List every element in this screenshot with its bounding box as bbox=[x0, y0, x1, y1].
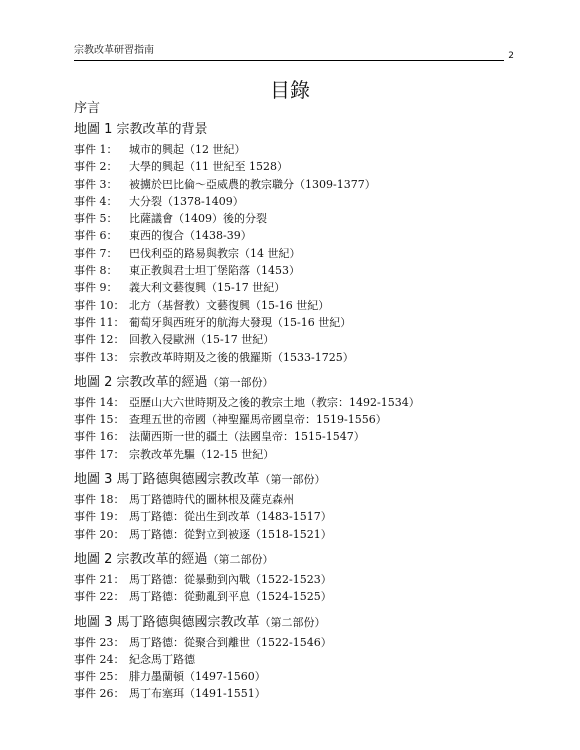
section-subtitle: （第二部份） bbox=[259, 615, 326, 629]
entry-text: 紀念馬丁路德 bbox=[129, 652, 195, 666]
entry-text: 馬丁路德時代的圖林根及薩克森州 bbox=[129, 493, 294, 507]
entry-label: 事件 6： bbox=[74, 229, 118, 243]
toc-entry bbox=[74, 526, 544, 543]
section-heading bbox=[74, 121, 544, 139]
entry-label: 事件 7： bbox=[74, 246, 118, 260]
entry-text: 東正教與君士坦丁堡陷落（1453） bbox=[129, 264, 300, 278]
page-title: 目錄 bbox=[270, 78, 310, 102]
toc-entry bbox=[74, 571, 544, 588]
entry-label: 事件 4： bbox=[74, 194, 118, 208]
entry-label: 事件 19： bbox=[74, 510, 125, 524]
toc-entry bbox=[74, 314, 544, 331]
toc-entry bbox=[74, 210, 544, 227]
running-title: 宗教改革研習指南 bbox=[74, 45, 154, 56]
header-rule bbox=[74, 60, 504, 61]
entry-text: 查理五世的帝國（神聖羅馬帝國皇帝：1519-1556） bbox=[129, 413, 387, 427]
entry-label: 事件 10： bbox=[74, 298, 125, 312]
entry-text: 馬丁路德：從暴動到內戰（1522-1523） bbox=[129, 572, 332, 586]
toc-section bbox=[74, 614, 544, 703]
table-of-contents bbox=[74, 100, 544, 703]
entry-label: 事件 26： bbox=[74, 687, 125, 701]
section-title: 地圖 1 宗教改革的背景 bbox=[74, 122, 208, 137]
preface-entry: 序言 bbox=[74, 101, 101, 116]
entry-text: 法蘭西斯一世的疆土（法國皇帝：1515-1547） bbox=[129, 430, 365, 444]
toc-entry bbox=[74, 446, 544, 463]
entry-text: 大學的興起（11 世紀至 1528） bbox=[129, 160, 288, 174]
page-number: 2 bbox=[508, 51, 514, 61]
entry-text: 馬丁路德：從出生到改革（1483-1517） bbox=[129, 510, 332, 524]
entry-text: 馬丁路德：從聚合到離世（1522-1546） bbox=[129, 635, 332, 649]
entry-label: 事件 8： bbox=[74, 264, 118, 278]
entry-text: 馬丁路德：從對立到被逐（1518-1521） bbox=[129, 527, 332, 541]
section-heading bbox=[74, 374, 544, 392]
entry-text: 葡萄牙與西班牙的航海大發現（15-16 世紀） bbox=[129, 315, 352, 329]
toc-entry bbox=[74, 193, 544, 210]
entry-label: 事件 23： bbox=[74, 635, 125, 649]
toc-entry bbox=[74, 297, 544, 314]
entry-label: 事件 5： bbox=[74, 212, 118, 226]
toc-section bbox=[74, 374, 544, 463]
entry-text: 城市的興起（12 世紀） bbox=[129, 143, 246, 156]
entry-text: 亞歷山大六世時期及之後的教宗土地（教宗：1492-1534） bbox=[129, 395, 420, 409]
entry-text: 比薩議會（1409）後的分裂 bbox=[129, 212, 267, 226]
toc-entry bbox=[74, 651, 544, 668]
entry-label: 事件 13： bbox=[74, 350, 125, 364]
toc-entry bbox=[74, 394, 544, 411]
entry-text: 東西的復合（1438-39） bbox=[129, 229, 252, 243]
toc-sections bbox=[74, 121, 544, 703]
running-header bbox=[74, 41, 514, 61]
entry-label: 事件 18： bbox=[74, 493, 125, 507]
entry-label: 事件 14： bbox=[74, 395, 125, 409]
toc-entry bbox=[74, 279, 544, 296]
toc-entry bbox=[74, 508, 544, 525]
section-subtitle: （第一部份） bbox=[259, 473, 326, 487]
section-heading bbox=[74, 471, 544, 489]
entry-text: 宗教改革先驅（12-15 世紀） bbox=[129, 447, 275, 461]
entry-text: 宗教改革時期及之後的俄羅斯（1533-1725） bbox=[129, 350, 354, 364]
section-title: 地圖 2 宗教改革的經過 bbox=[74, 374, 208, 390]
entry-label: 事件 3： bbox=[74, 177, 118, 191]
toc-entry bbox=[74, 491, 544, 508]
toc-entry bbox=[74, 331, 544, 348]
entry-label: 事件 11： bbox=[74, 315, 125, 329]
entry-label: 事件 21： bbox=[74, 572, 125, 586]
entry-text: 北方（基督教）文藝復興（15-16 世紀） bbox=[129, 298, 330, 312]
entry-label: 事件 15： bbox=[74, 413, 125, 427]
section-subtitle: （第二部份） bbox=[207, 552, 274, 566]
toc-entry bbox=[74, 411, 544, 428]
entry-text: 被擄於巴比倫～亞威農的教宗職分（1309-1377） bbox=[129, 177, 376, 191]
toc-entry bbox=[74, 634, 544, 651]
section-heading bbox=[74, 551, 544, 569]
toc-entry bbox=[74, 685, 544, 702]
entry-text: 馬丁布塞珥（1491-1551） bbox=[129, 687, 266, 701]
entry-label: 事件 12： bbox=[74, 333, 125, 347]
entry-label: 事件 1： bbox=[74, 143, 118, 156]
section-title: 地圖 3 馬丁路德與德國宗教改革 bbox=[74, 614, 260, 630]
toc-entry bbox=[74, 227, 544, 244]
entry-label: 事件 9： bbox=[74, 281, 118, 295]
entry-text: 大分裂（1378-1409） bbox=[129, 194, 244, 208]
entry-label: 事件 22： bbox=[74, 590, 125, 604]
entry-text: 腓力墨蘭頓（1497-1560） bbox=[129, 670, 266, 684]
toc-section bbox=[74, 471, 544, 543]
entry-label: 事件 20： bbox=[74, 527, 125, 541]
toc-entry bbox=[74, 176, 544, 193]
toc-entry bbox=[74, 349, 544, 366]
toc-entry bbox=[74, 245, 544, 262]
toc-section bbox=[74, 121, 544, 366]
entry-text: 回教入侵歐洲（15-17 世紀） bbox=[129, 333, 275, 347]
entry-label: 事件 24： bbox=[74, 652, 125, 666]
entry-label: 事件 25： bbox=[74, 670, 125, 684]
section-title: 地圖 2 宗教改革的經過 bbox=[74, 551, 208, 567]
entry-text: 馬丁路德：從動亂到平息（1524-1525） bbox=[129, 590, 332, 604]
section-heading bbox=[74, 614, 544, 632]
toc-section bbox=[74, 551, 544, 606]
entry-label: 事件 17： bbox=[74, 447, 125, 461]
toc-entry bbox=[74, 668, 544, 685]
entry-text: 巴伐利亞的路易與教宗（14 世紀） bbox=[129, 246, 301, 260]
section-subtitle: （第一部份） bbox=[207, 375, 274, 389]
toc-entry bbox=[74, 588, 544, 605]
toc-entry bbox=[74, 158, 544, 175]
toc-entry bbox=[74, 262, 544, 279]
entry-text: 義大利文藝復興（15-17 世紀） bbox=[129, 281, 286, 295]
entry-label: 事件 2： bbox=[74, 160, 118, 174]
toc-entry bbox=[74, 428, 544, 445]
toc-entry bbox=[74, 141, 544, 158]
section-title: 地圖 3 馬丁路德與德國宗教改革 bbox=[74, 472, 260, 488]
entry-label: 事件 16： bbox=[74, 430, 125, 444]
